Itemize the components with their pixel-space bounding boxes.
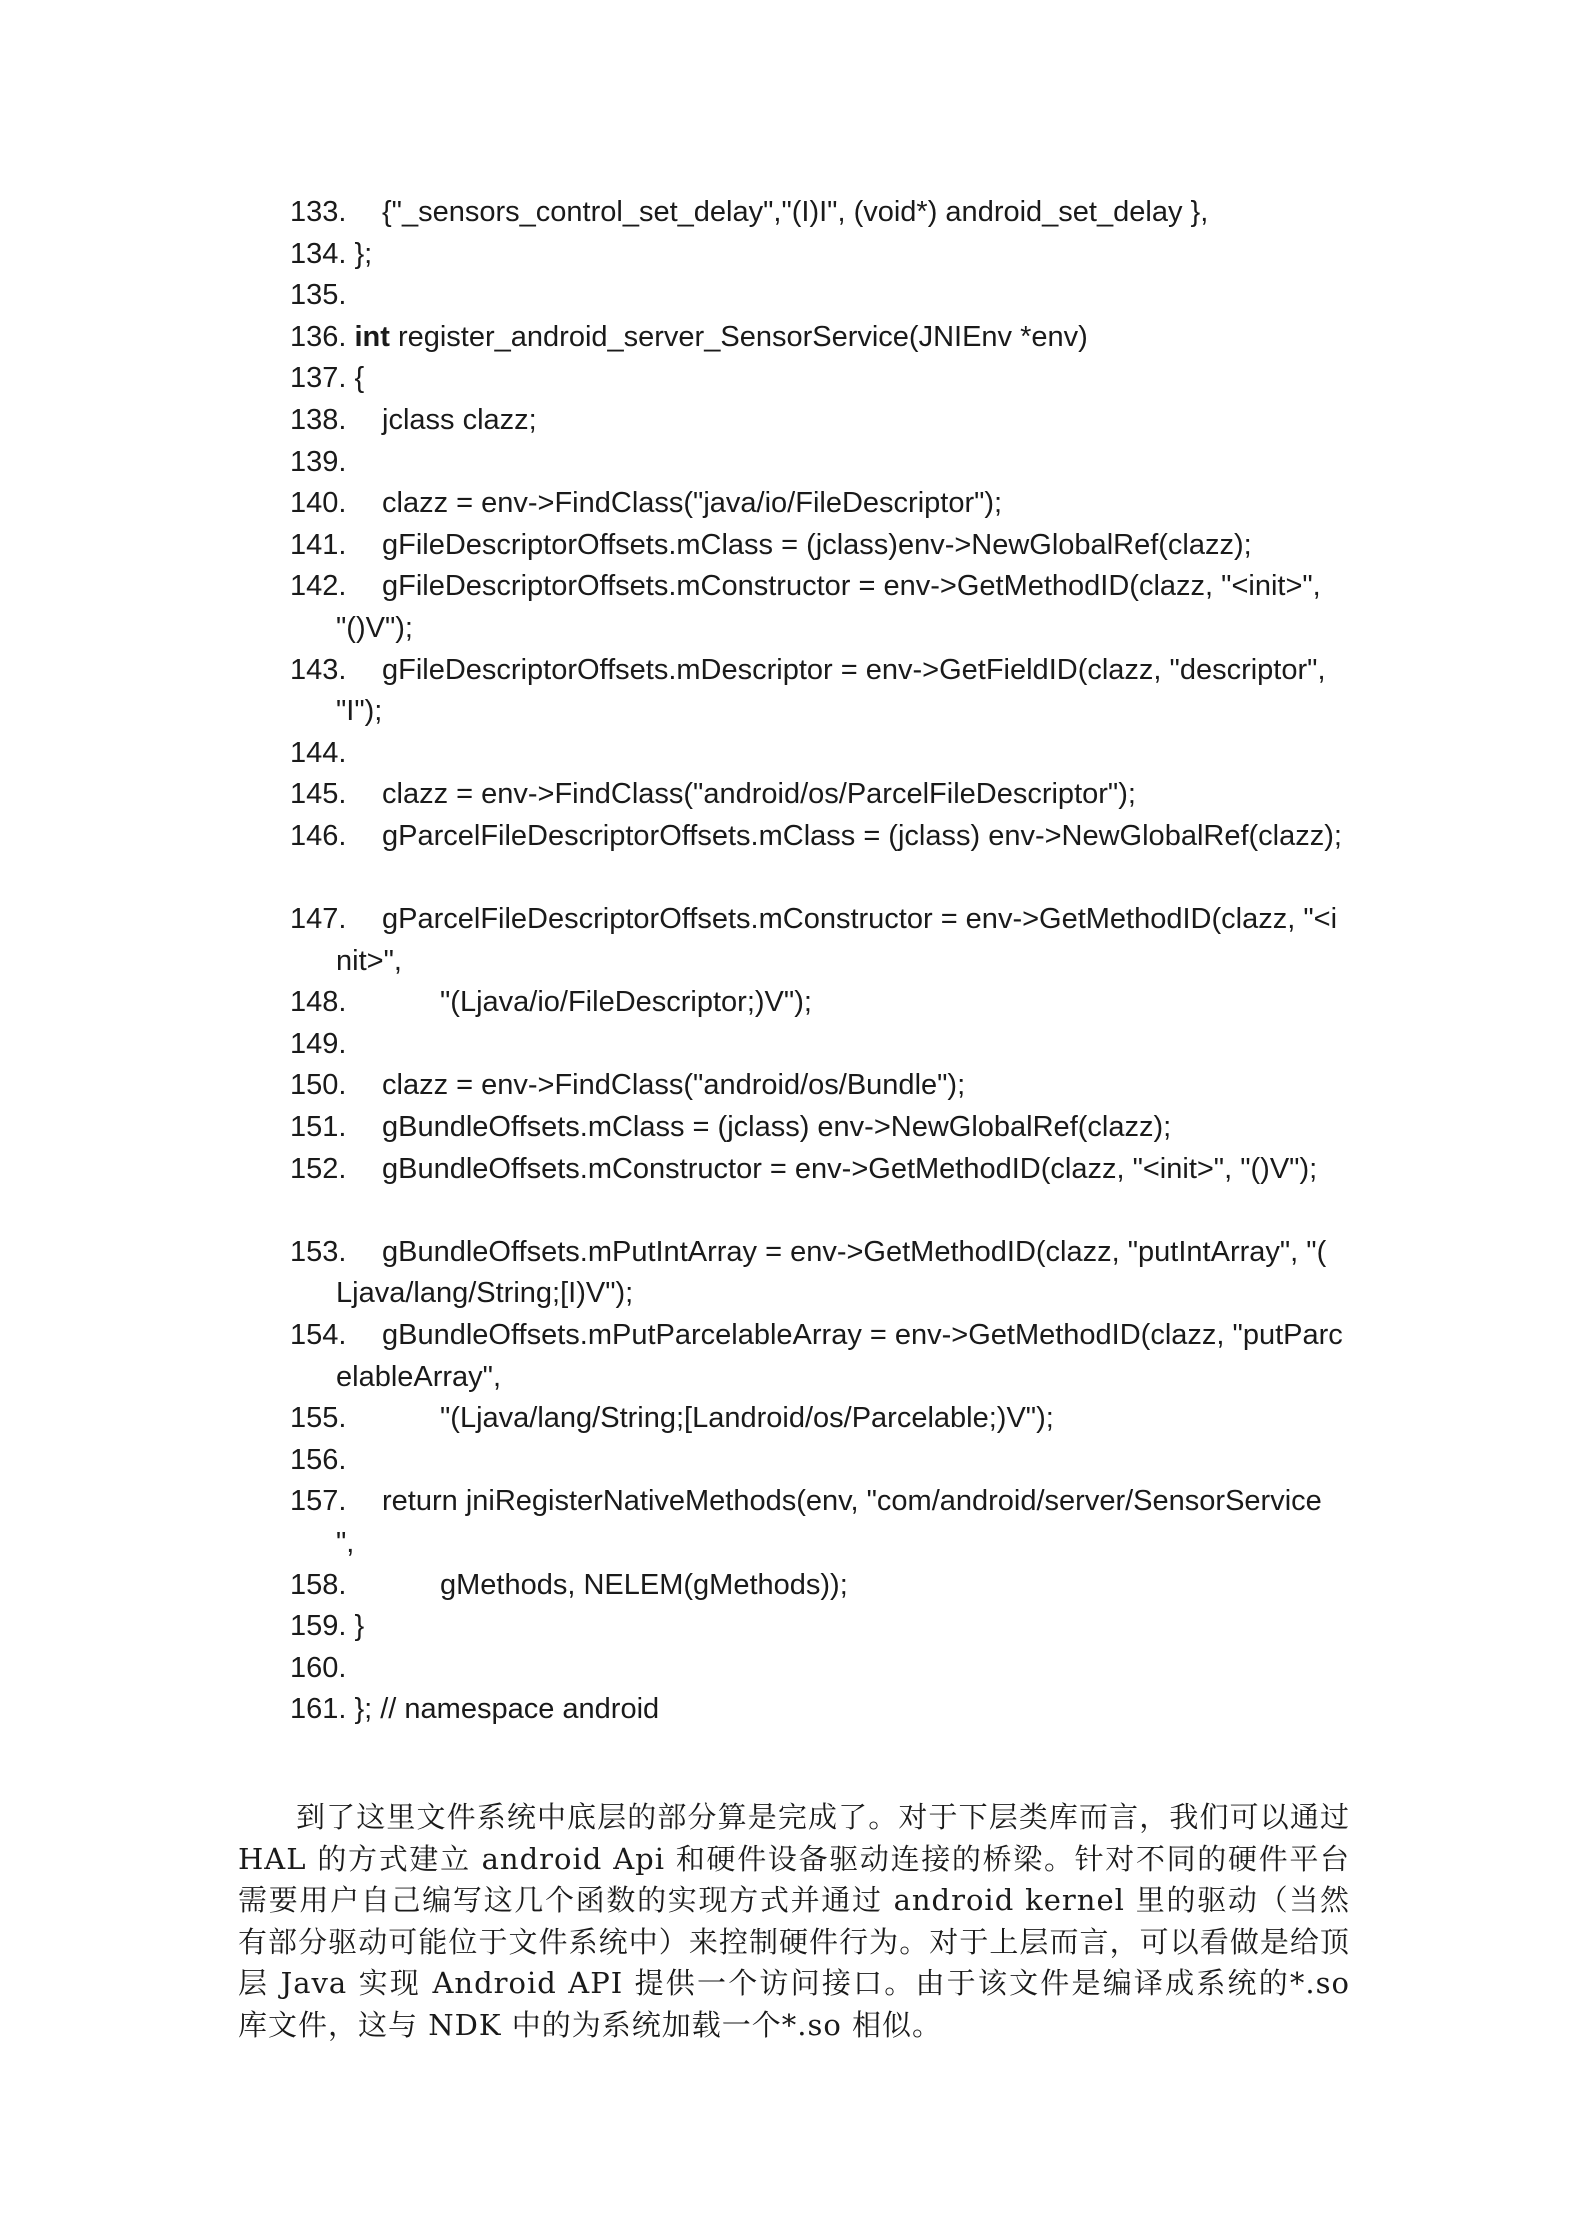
line-number: 146. [290, 819, 347, 852]
code-line [290, 358, 1350, 400]
code-text: return jniRegisterNativeMethods(env, "com/android/server/SensorService [382, 1485, 1322, 1518]
code-text: gBundleOffsets.mPutIntArray = env->GetMethodID(clazz, "putIntArray", "( [382, 1235, 1327, 1268]
code-text: "()V"); [336, 611, 413, 644]
code-text: ", [336, 1527, 355, 1559]
line-number: 141. [290, 528, 347, 561]
code-text: gBundleOffsets.mPutParcelableArray = env->GetMethodID(clazz, "putParc [382, 1319, 1343, 1352]
code-text: "(Ljava/io/FileDescriptor;)V"); [440, 986, 812, 1019]
code-line [290, 1565, 1350, 1607]
code-text: { [354, 362, 365, 395]
code-text: jclass clazz; [382, 403, 537, 436]
line-number: 157. [290, 1485, 347, 1518]
line-number: 160. [290, 1651, 347, 1684]
code-line [290, 733, 1350, 775]
line-number: 155. [290, 1402, 347, 1435]
code-line [290, 275, 1350, 317]
code-text: gFileDescriptorOffsets.mConstructor = env->GetMethodID(clazz, "<init>", [382, 570, 1321, 603]
code-line [290, 1481, 1350, 1523]
code-text: gFileDescriptorOffsets.mClass = (jclass)env->NewGlobalRef(clazz); [382, 528, 1252, 561]
code-text: clazz = env->FindClass("android/os/ParcelFileDescriptor"); [382, 778, 1136, 811]
code-line [290, 1065, 1350, 1107]
line-number: 158. [290, 1568, 347, 1601]
line-number: 148. [290, 986, 347, 1019]
code-blank-line [290, 858, 1350, 900]
code-text: gParcelFileDescriptorOffsets.mClass = (jclass) env->NewGlobalRef(clazz); [382, 819, 1342, 852]
code-line [290, 899, 1350, 941]
code-line [290, 1315, 1350, 1357]
line-number: 142. [290, 570, 347, 603]
code-continuation-line [290, 1523, 1350, 1565]
code-text: gBundleOffsets.mClass = (jclass) env->NewGlobalRef(clazz); [382, 1111, 1172, 1144]
code-blank-line [290, 1190, 1350, 1232]
code-text: }; [354, 237, 373, 270]
line-number: 149. [290, 1027, 347, 1060]
line-number: 143. [290, 653, 347, 686]
code-line [290, 650, 1350, 692]
code-line [290, 317, 1350, 359]
line-number: 133. [290, 196, 347, 228]
line-number: 135. [290, 279, 347, 312]
code-line [290, 1232, 1350, 1274]
line-number: 136. [290, 320, 347, 353]
code-text-rest: register_android_server_SensorService(JNIEnv *env) [389, 320, 1088, 353]
code-text: "(Ljava/lang/String;[Landroid/os/Parcelable;)V"); [440, 1402, 1054, 1435]
line-number: 144. [290, 736, 347, 769]
code-line [290, 774, 1350, 816]
line-number: 156. [290, 1443, 347, 1476]
line-number: 139. [290, 445, 347, 478]
code-continuation-line [290, 691, 1350, 733]
body-paragraph: 到了这里文件系统中底层的部分算是完成了。对于下层类库而言，我们可以通过 HAL 的方式建立 android Api 和硬件设备驱动连接的桥梁。针对不同的硬件平台需要用户自己编写这几个函数的实现方式并通过 android kernel 里的驱动（当然有部分驱动可能位于文件系统中）来控制硬件行为。对于上层而言，可以看做是给顶层 Java 实现 Android API 提供一个访问接口。由于该文件是编译成系统的*.so 库文件，这与 NDK 中的为系统加载一个*.so 相似。 [238, 1800, 1350, 2042]
code-line [290, 566, 1350, 608]
line-number: 152. [290, 1152, 347, 1185]
code-text: nit>", [336, 944, 402, 977]
code-text: elableArray", [336, 1360, 502, 1393]
line-number: 137. [290, 362, 347, 395]
code-line [290, 234, 1350, 276]
code-continuation-line [290, 1357, 1350, 1399]
line-number: 147. [290, 903, 347, 936]
line-number: 145. [290, 778, 347, 811]
code-line [290, 1024, 1350, 1066]
code-line [290, 192, 1350, 234]
line-number: 154. [290, 1319, 347, 1352]
code-continuation-line [290, 1273, 1350, 1315]
code-text: clazz = env->FindClass("android/os/Bundle"); [382, 1069, 966, 1102]
code-continuation-line [290, 941, 1350, 983]
code-line [290, 816, 1350, 858]
line-number: 159. [290, 1610, 347, 1643]
code-keyword: int [354, 320, 390, 353]
code-line [290, 1648, 1350, 1690]
code-text: gFileDescriptorOffsets.mDescriptor = env->GetFieldID(clazz, "descriptor", [382, 653, 1326, 686]
code-continuation-line [290, 608, 1350, 650]
code-line [290, 525, 1350, 567]
code-line [290, 1149, 1350, 1191]
code-line [290, 483, 1350, 525]
line-number: 150. [290, 1069, 347, 1102]
code-line [290, 1398, 1350, 1440]
line-number: 140. [290, 487, 347, 520]
code-line [290, 982, 1350, 1024]
code-text: gParcelFileDescriptorOffsets.mConstructor = env->GetMethodID(clazz, "<i [382, 903, 1338, 936]
code-text: }; // namespace android [354, 1693, 660, 1726]
line-number: 134. [290, 237, 347, 270]
code-line [290, 400, 1350, 442]
code-text [354, 321, 1087, 353]
code-text: "I"); [336, 695, 383, 728]
line-number: 161. [290, 1693, 347, 1726]
code-text: clazz = env->FindClass("java/io/FileDescriptor"); [382, 487, 1003, 520]
code-text: gBundleOffsets.mConstructor = env->GetMethodID(clazz, "<init>", "()V"); [382, 1152, 1318, 1185]
code-line [290, 1107, 1350, 1149]
code-line [290, 1689, 1350, 1731]
code-listing [290, 192, 1350, 1731]
line-number: 153. [290, 1235, 347, 1268]
line-number: 138. [290, 403, 347, 436]
code-line [290, 1606, 1350, 1648]
code-text: Ljava/lang/String;[I)V"); [336, 1277, 634, 1310]
code-line [290, 1440, 1350, 1482]
code-text: gMethods, NELEM(gMethods)); [440, 1568, 848, 1601]
code-text: } [354, 1610, 365, 1643]
line-number: 151. [290, 1111, 347, 1144]
code-text: {"_sensors_control_set_delay","(I)I", (void*) android_set_delay }, [382, 196, 1209, 228]
code-line [290, 442, 1350, 484]
